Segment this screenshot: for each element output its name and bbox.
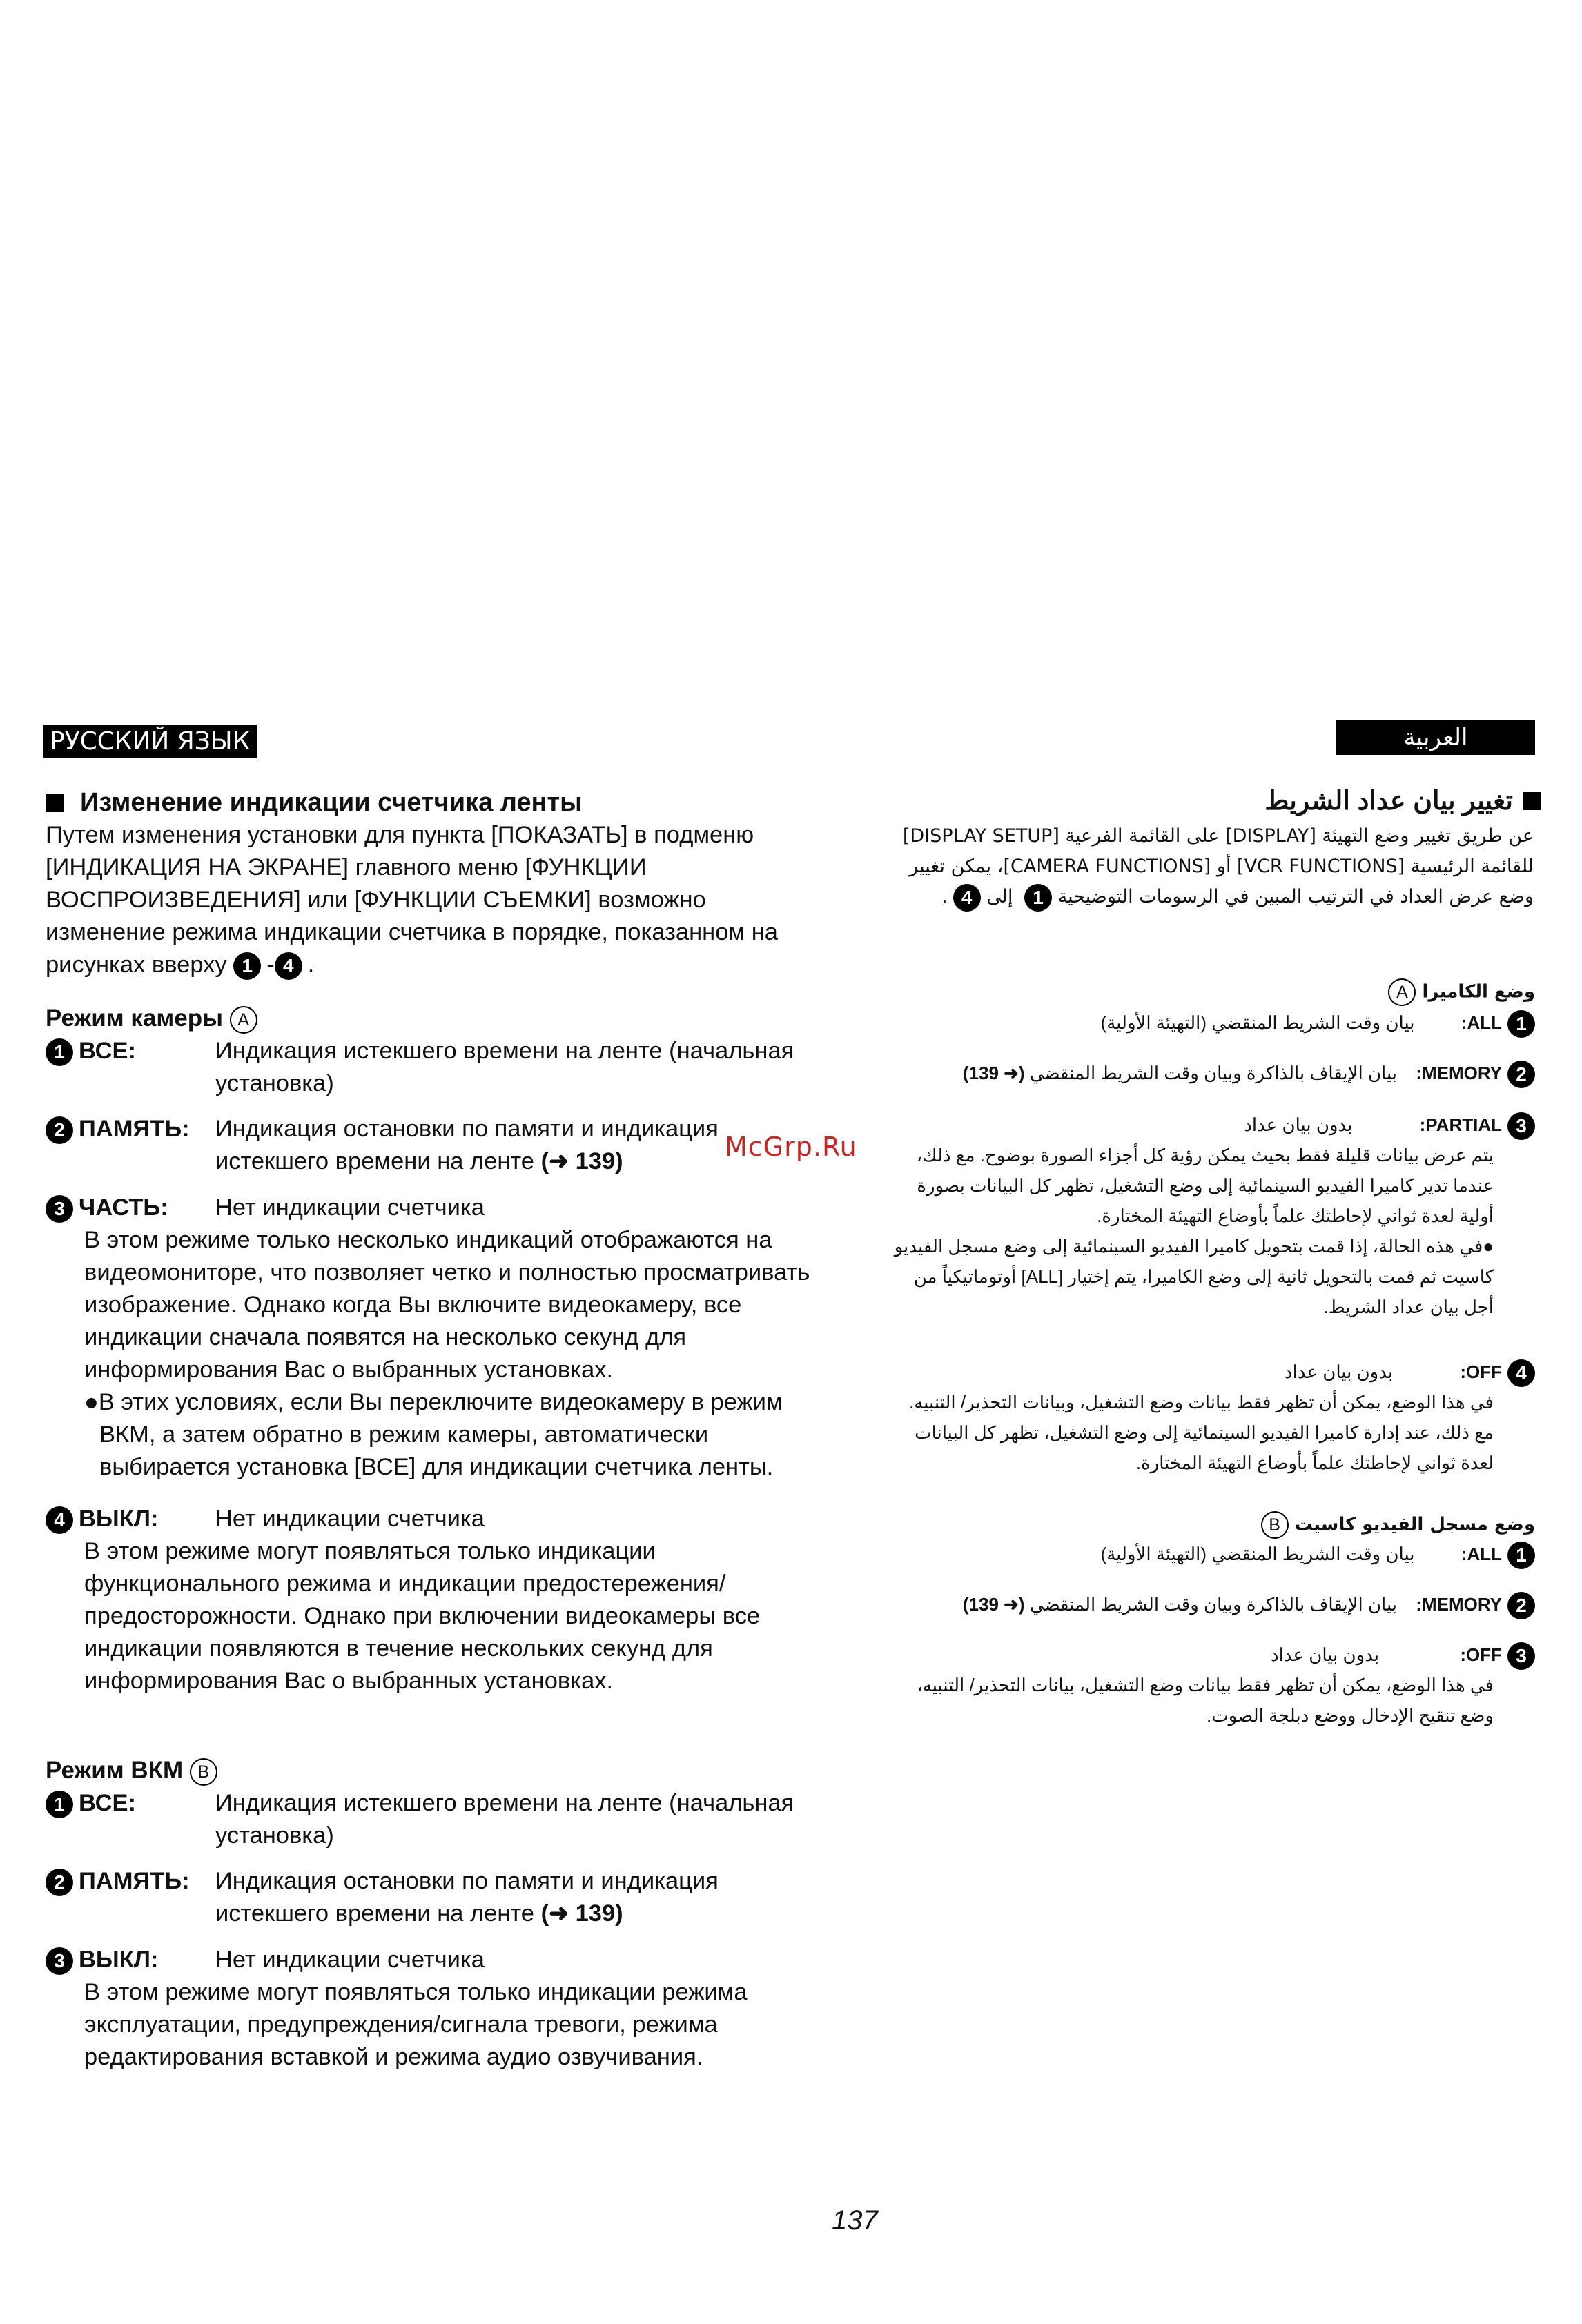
ru-key-label: ВСЕ: [79,1790,137,1816]
ru-camera-item-4 [46,1503,826,1697]
number-2-icon: 2 [1507,1592,1535,1619]
ar-key-label: MEMORY: [1416,1063,1502,1083]
ar-key-label: MEMORY: [1416,1594,1502,1615]
ar-item-text: بدون بيان عداد [1244,1114,1353,1135]
page-reference: (➜ 139) [540,1900,623,1927]
ru-key-label: ВСЕ: [79,1038,137,1064]
ar-key-label: PARTIAL: [1419,1114,1502,1135]
ar-camera-item-1 [886,1009,1535,1038]
ru-vcr-item-3-description: В этом режиме могут появляться только индикации режима эксплуатации, предупреждения/сигнала тревоги, режима редактирования вставкой и режима аудио озвучивания. [84,1979,748,2070]
ru-heading-text: Изменение индикации счетчика ленты [80,788,583,817]
marker-a-icon: A [1388,978,1416,1006]
ru-key-label: ЧАСТЬ: [79,1194,168,1221]
marker-a-icon: A [230,1006,257,1034]
ar-key-label: OFF: [1460,1644,1502,1665]
watermark: McGrp.Ru [725,1132,857,1162]
ar-item-text: بدون بيان عداد [1271,1644,1380,1665]
ru-camera-item-1-text: Индикация истекшего времени на ленте (начальная установка) [215,1038,794,1096]
ru-camera-item-2-key [46,1113,190,1145]
ar-item-text: بدون بيان عداد [1285,1361,1394,1382]
ar-camera-item-4 [886,1358,1535,1478]
ru-vcr-item-1 [46,1787,826,1852]
number-3-icon: 3 [46,1195,73,1223]
ru-vcr-item-2-key [46,1865,190,1898]
ar-intro-text: عن طريق تغيير وضع التهيئة [DISPLAY] على القائمة الفرعية [DISPLAY SETUP] للقائمة الرئيسية [VCR FUNCTIONS] أو [CAMERA FUNCTIONS]، يمكن تغيير وضع عرض العداد في الترتيب المبين في الرسومات التوضيحية [902,825,1534,907]
ru-vcr-item-2 [46,1865,826,1930]
ru-vcr-item-3-key [46,1944,158,1976]
ru-vcr-item-3 [46,1944,826,2074]
ar-key-label: ALL: [1461,1544,1502,1564]
range-separator: - [266,952,275,978]
number-1-icon: 1 [233,952,261,980]
ar-item-description: في هذا الوضع، يمكن أن تظهر فقط بيانات وضع التشغيل، وبيانات التحذير/ التنبيه. مع ذلك، عند إدارة كاميرا الفيديو السينمائية إلى وضع التشغيل، تظهر كل البيانات لعدة ثواني لإحاطتك علماً بأوضاع التهيئة المختارة. [908,1392,1494,1474]
ar-intro-to: إلى [986,886,1013,907]
ar-heading-text: تغيير بيان عداد الشريط [1264,787,1513,816]
ar-vcr-item-3 [886,1641,1535,1731]
ru-vcr-item-1-text: Индикация истекшего времени на ленте (начальная установка) [215,1790,794,1849]
ru-section-heading [46,787,826,819]
ru-camera-item-3-description: В этом режиме только несколько индикаций отображаются на видеомониторе, что позволяет четко и полностью просматривать изображение. Однако когда Вы включите видеокамеру, все индикации сначала появятся на несколько секунд для информирования Вас о выбранных установках. [84,1227,810,1383]
ar-item-note: ●في هذه الحالة، إذا قمت بتحويل كاميرا الفيديو السينمائية إلى وضع مسجل الفيديو كاسيت ثم قمت بالتحويل ثانية إلى وضع الكاميرا، يتم إختيار [ALL] أوتوماتيكياً من أجل بيان عداد الشريط. [894,1236,1494,1318]
ar-vcr-item-1 [886,1540,1535,1569]
language-tab-russian: РУССКИЙ ЯЗЫК [43,725,257,758]
ru-camera-item-2 [46,1113,826,1178]
number-4-icon: 4 [46,1506,73,1534]
ar-key-label: ALL: [1461,1012,1502,1033]
number-3-icon: 3 [1507,1112,1535,1140]
number-1-icon: 1 [1507,1542,1535,1569]
ar-item-text: بيان وقت الشريط المنقضي (التهيئة الأولية) [1100,1544,1415,1564]
page-number: 137 [832,2205,878,2236]
number-2-icon: 2 [46,1116,73,1144]
ru-vcr-mode-title [46,1754,826,1787]
ru-key-label: ПАМЯТЬ: [79,1868,190,1894]
ru-camera-mode-title [46,1002,826,1035]
square-bullet-icon [46,794,64,812]
ru-intro-paragraph: Путем изменения установки для пункта [ПОКАЗАТЬ] в подменю [ИНДИКАЦИЯ НА ЭКРАНЕ] главного меню [ФУНКЦИИ ВОСПРОИЗВЕДЕНИЯ] или [ФУНКЦИИ СЪЕМКИ] возможно изменение режима индикации счетчика в порядке, показанном на рисунках вверху 1 - 4 . [46,819,812,981]
number-1-icon: 1 [1507,1010,1535,1038]
ru-camera-item-3-text: Нет индикации счетчика [215,1194,485,1221]
ar-key-label: OFF: [1460,1361,1502,1382]
ru-key-label: ВЫКЛ: [79,1947,159,1973]
ar-camera-mode-label: وضع الكاميرا [1422,981,1535,1003]
marker-b-icon: B [1261,1511,1289,1539]
ru-key-label: ПАМЯТЬ: [79,1116,190,1142]
ar-item-text: بيان وقت الشريط المنقضي (التهيئة الأولية) [1100,1012,1415,1033]
number-4-icon: 4 [275,952,302,980]
number-1-icon: 1 [46,1791,73,1818]
ar-item-description: في هذا الوضع، يمكن أن تظهر فقط بيانات وضع التشغيل، بيانات التحذير/ التنبيه، وضع تنقيح الإدخال ووضع دبلجة الصوت. [917,1675,1494,1726]
ru-camera-item-1-key [46,1035,136,1067]
number-1-icon: 1 [46,1038,73,1066]
ru-camera-item-4-description: В этом режиме могут появляться только индикации функционального режима и индикации предостережения/ предосторожности. Однако при включении видеокамеры все индикации появляются в течение нескольких секунд для информирования Вас о выбранных установках. [84,1538,761,1694]
marker-b-icon: B [190,1758,217,1786]
page-reference: (➜ 139) [540,1148,623,1174]
ar-item-text: بيان الإيقاف بالذاكرة وبيان وقت الشريط المنقضي [1029,1063,1398,1083]
ar-vcr-mode-title [1261,1511,1535,1539]
ru-camera-item-3-key [46,1192,168,1224]
number-2-icon: 2 [46,1869,73,1896]
ar-vcr-mode-label: وضع مسجل الفيديو كاسيت [1294,1514,1535,1535]
ru-vcr-item-1-key [46,1787,136,1820]
language-tab-arabic: العربية [1336,720,1535,755]
ru-item-text: Индикация остановки по памяти и индикация истекшего времени на ленте [215,1116,719,1174]
ar-item-text: بيان الإيقاف بالذاكرة وبيان وقت الشريط المنقضي [1029,1594,1398,1615]
ru-camera-item-3-note: ●В этих условиях, если Вы переключите видеокамеру в режим ВКМ, а затем обратно в режим камеры, автоматически выбирается установка [ВСЕ] для индикации счетчика ленты. [84,1389,783,1480]
ar-camera-mode-title [1388,978,1535,1006]
ru-camera-item-4-key [46,1503,158,1535]
ru-camera-item-3 [46,1192,826,1484]
ru-key-label: ВЫКЛ: [79,1506,159,1532]
ru-camera-item-4-text: Нет индикации счетчика [215,1506,485,1532]
number-3-icon: 3 [1507,1642,1535,1670]
square-bullet-icon [1523,792,1541,810]
ru-vcr-mode-label: Режим ВКМ [46,1757,184,1784]
ar-camera-item-3 [886,1111,1535,1322]
page-reference: (➜ 139) [962,1594,1025,1615]
ru-vcr-item-3-text: Нет индикации счетчика [215,1947,485,1973]
number-4-icon: 4 [1507,1359,1535,1387]
ru-camera-mode-label: Режим камеры [46,1005,224,1032]
ru-item-text: Индикация остановки по памяти и индикация истекшего времени на ленте [215,1868,719,1927]
number-4-icon: 4 [953,884,981,912]
number-1-icon: 1 [1024,884,1052,912]
ru-intro-text: Путем изменения установки для пункта [ПОКАЗАТЬ] в подменю [ИНДИКАЦИЯ НА ЭКРАНЕ] главного меню [ФУНКЦИИ ВОСПРОИЗВЕДЕНИЯ] или [ФУНКЦИИ СЪЕМКИ] возможно изменение режима индикации счетчика в порядке, показанном на рисунках вверху [46,822,778,978]
ar-vcr-item-2 [886,1591,1535,1619]
ar-intro-paragraph: عن طريق تغيير وضع التهيئة [DISPLAY] على القائمة الفرعية [DISPLAY SETUP] للقائمة الرئيسية [VCR FUNCTIONS] أو [CAMERA FUNCTIONS]، يمكن تغيير وضع عرض العداد في الترتيب المبين في الرسومات التوضيحية 1 إلى 4. [899,821,1534,912]
number-3-icon: 3 [46,1947,73,1975]
ar-section-heading [1264,785,1541,816]
number-2-icon: 2 [1507,1061,1535,1088]
ru-vcr-item-2-text [215,1865,826,1930]
page-reference: (➜ 139) [962,1063,1025,1083]
ar-camera-item-2 [886,1059,1535,1088]
ar-item-description: يتم عرض بيانات قليلة فقط بحيث يمكن رؤية كل أجزاء الصورة بوضوح. مع ذلك، عندما تدير كاميرا الفيديو السينمائية إلى وضع التشغيل، تظهر كل البيانات بصورة أولية لعدة ثواني لإحاطتك علماً بأوضاع التهيئة المختارة. [916,1145,1494,1227]
ru-camera-item-1 [46,1035,826,1100]
